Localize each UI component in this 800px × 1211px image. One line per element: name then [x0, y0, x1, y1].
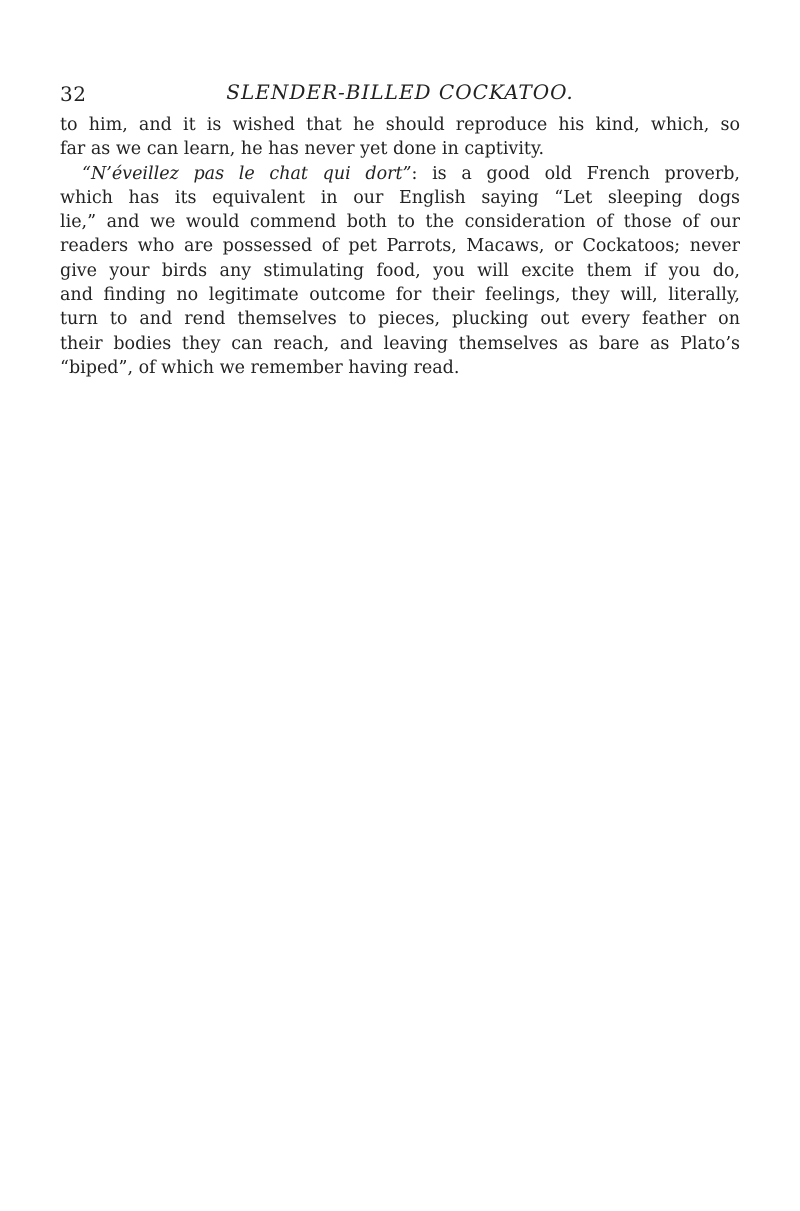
- text-line: far as we can learn, he has never yet done in captivity.: [60, 139, 545, 160]
- text-line: and finding no legitimate outcome for their feelings, they will, literally,: [60, 285, 740, 306]
- text-line: readers who are possessed of pet Parrots, Macaws, or Cockatoos; never: [60, 236, 740, 257]
- text-line: give your birds any stimulating food, you will excite them if you do,: [60, 260, 740, 281]
- text-line: lie,” and we would commend both to the consideration of those of our: [60, 212, 740, 233]
- french-proverb: “N’éveillez pas le chat qui dort”: [82, 163, 412, 184]
- body-text: [60, 113, 740, 380]
- text-line: their bodies they can reach, and leaving themselves as bare as Plato’s: [60, 333, 740, 354]
- text-line: to him, and it is wished that he should reproduce his kind, which, so: [60, 115, 740, 135]
- page-number: 32: [60, 82, 87, 106]
- text-line: turn to and rend themselves to pieces, plucking out every feather on: [60, 309, 740, 330]
- running-title: SLENDER-BILLED COCKATOO.: [226, 80, 574, 104]
- text-line-continuation: : is a good old French proverb,: [411, 163, 740, 184]
- text-line: “biped”, of which we remember having read.: [60, 357, 460, 378]
- text-line: which has its equivalent in our English saying “Let sleeping dogs: [60, 187, 740, 208]
- text-line-proverb: [60, 162, 740, 186]
